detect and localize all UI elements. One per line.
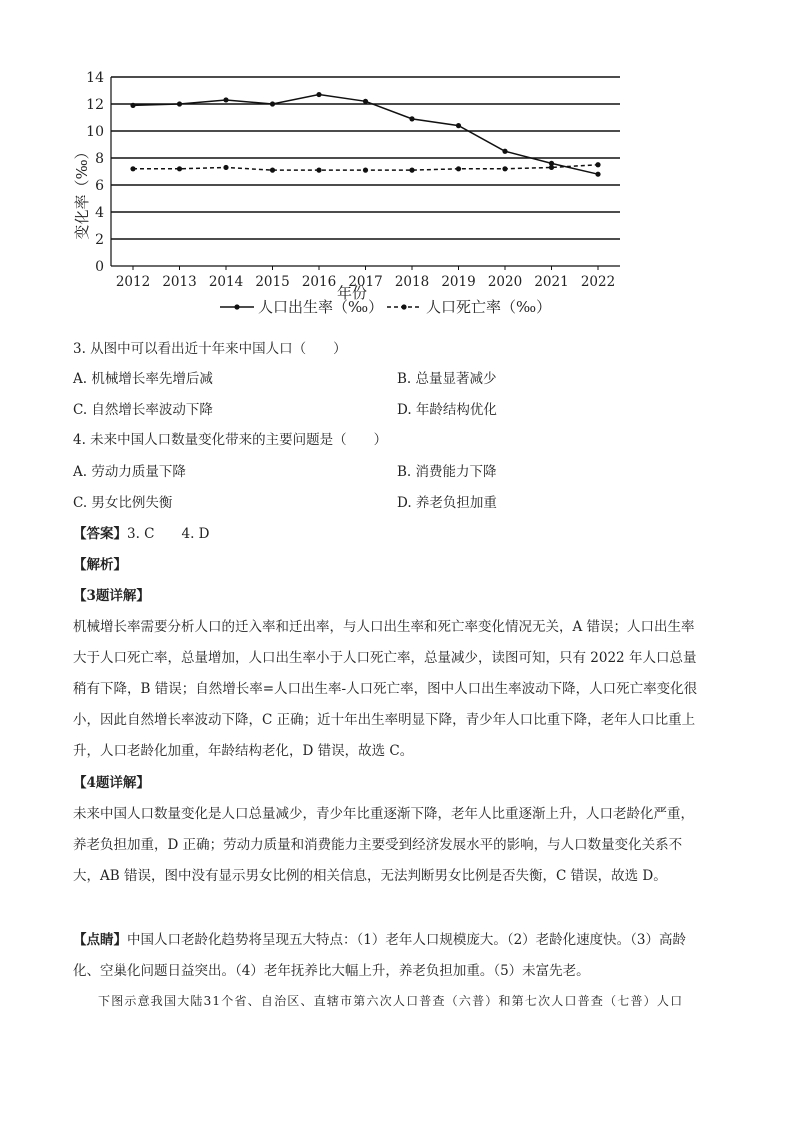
point-label: 【点睛】 <box>73 932 127 948</box>
series-1-point <box>223 97 228 102</box>
x-tick-label: 2018 <box>394 274 430 290</box>
y-tick-label: 12 <box>86 97 104 113</box>
series-line-1 <box>133 95 598 175</box>
series-2-point <box>177 166 182 171</box>
y-tick-label: 10 <box>86 124 104 140</box>
q4-option-c: C. 男女比例失衡 <box>73 495 173 511</box>
y-tick-label: 14 <box>86 70 104 86</box>
x-axis-label: 年份 <box>336 284 368 302</box>
y-axis-label: 变化率（‰） <box>73 144 91 240</box>
answer-text: 3. C 4. D <box>127 526 210 542</box>
detail4-label: 【4题详解】 <box>73 775 150 791</box>
x-tick-label: 2013 <box>162 274 197 290</box>
series-1-point <box>270 101 275 106</box>
detail3-line: 小，因此自然增长率波动下降，C 正确；近十年出生率明显下降，青少年人口比重下降，老年人口比重上 <box>73 712 696 728</box>
series-2-point <box>130 166 135 171</box>
q3-option-c: C. 自然增长率波动下降 <box>73 402 213 418</box>
x-tick-label: 2012 <box>115 274 151 290</box>
answer-line <box>73 524 210 544</box>
q3-option-b: B. 总量显著减少 <box>397 371 497 387</box>
detail3-line: 升，人口老龄化加重，年龄结构老化，D 错误，故选 C。 <box>73 743 414 759</box>
detail3-text <box>73 612 723 767</box>
detail3-line: 机械增长率需要分析人口的迁入率和迁出率，与人口出生率和死亡率变化情况无关，A 错误；人口出生率 <box>73 619 695 635</box>
x-tick-label: 2016 <box>301 274 337 290</box>
x-tick-label: 2021 <box>534 274 569 290</box>
next-question-intro: 下图示意我国大陆31个省、自治区、直辖市第六次人口普查（六普）和第七次人口普查（七普）人口 <box>98 994 684 1008</box>
series-2-point <box>223 165 228 170</box>
series-2-point <box>409 168 414 173</box>
series-1-point <box>363 99 368 104</box>
y-tick-label: 8 <box>95 151 104 167</box>
x-tick-label: 2017 <box>348 274 383 290</box>
legend-marker-1 <box>234 304 239 309</box>
series-2-point <box>456 166 461 171</box>
detail3-line: 稍有下降，B 错误；自然增长率=人口出生率-人口死亡率，图中人口出生率波动下降，人口死亡率变化很 <box>73 681 698 697</box>
detail3-line: 大于人口死亡率，总量增加，人口出生率小于人口死亡率，总量减少，读图可知，只有 2022 年人口总量 <box>73 650 697 666</box>
series-2-point <box>595 162 600 167</box>
series-1-point <box>177 101 182 106</box>
legend-marker-2 <box>401 304 406 309</box>
legend-label-2: 人口死亡率（‰） <box>426 298 552 316</box>
y-tick-label: 0 <box>95 259 104 275</box>
q4-option-d: D. 养老负担加重 <box>397 495 497 511</box>
q4-option-a: A. 劳动力质量下降 <box>73 464 186 480</box>
x-tick-label: 2020 <box>487 274 523 290</box>
series-2-point <box>549 165 554 170</box>
detail4-line: 未来中国人口数量变化是人口总量减少，青少年比重逐渐下降，老年人比重逐渐上升，人口老龄化严重， <box>73 806 694 822</box>
series-1-point <box>595 172 600 177</box>
series-2-point <box>502 166 507 171</box>
x-tick-label: 2014 <box>208 274 244 290</box>
series-2-point <box>363 168 368 173</box>
detail3-label: 【3题详解】 <box>73 588 150 604</box>
x-tick-label: 2015 <box>255 274 290 290</box>
y-tick-label: 2 <box>95 232 104 248</box>
series-1-point <box>502 149 507 154</box>
q3-option-d: D. 年龄结构优化 <box>397 402 497 418</box>
series-2-point <box>316 168 321 173</box>
q3-stem: 3. 从图中可以看出近十年来中国人口（ ） <box>73 341 347 357</box>
series-1-point <box>130 103 135 108</box>
detail4-line: 大，AB 错误，图中没有显示男女比例的相关信息，无法判断男女比例是否失衡，C 错误，故选 D。 <box>73 868 667 884</box>
series-2-point <box>270 168 275 173</box>
detail4-text <box>73 799 723 892</box>
point-line-1: 中国人口老龄化趋势将呈现五大特点：（1）老年人口规模庞大。（2）老龄化速度快。（3）高龄 <box>127 932 687 948</box>
point-line-2: 化、空巢化问题日益突出。（4）老年抚养比大幅上升，养老负担加重。（5）未富先老。 <box>73 963 590 979</box>
series-1-point <box>409 116 414 121</box>
chart-legend <box>220 298 551 316</box>
y-tick-label: 6 <box>95 178 104 194</box>
x-tick-label: 2019 <box>441 274 476 290</box>
q3-option-a: A. 机械增长率先增后减 <box>73 371 213 387</box>
series-1-point <box>456 123 461 128</box>
q4-stem: 4. 未来中国人口数量变化带来的主要问题是（ ） <box>73 432 388 448</box>
detail4-line: 养老负担加重，D 正确；劳动力质量和消费能力主要受到经济发展水平的影响，与人口数量变化关系不 <box>73 837 683 853</box>
y-tick-label: 4 <box>95 205 104 221</box>
point-text <box>73 925 723 987</box>
q4-option-b: B. 消费能力下降 <box>397 464 497 480</box>
series-1-point <box>316 92 321 97</box>
analysis-label: 【解析】 <box>73 557 127 573</box>
point-line <box>73 925 723 956</box>
legend-label-1: 人口出生率（‰） <box>258 298 384 316</box>
x-tick-label: 2022 <box>580 274 616 290</box>
population-rate-chart <box>60 58 640 328</box>
answer-label: 【答案】 <box>73 526 127 542</box>
